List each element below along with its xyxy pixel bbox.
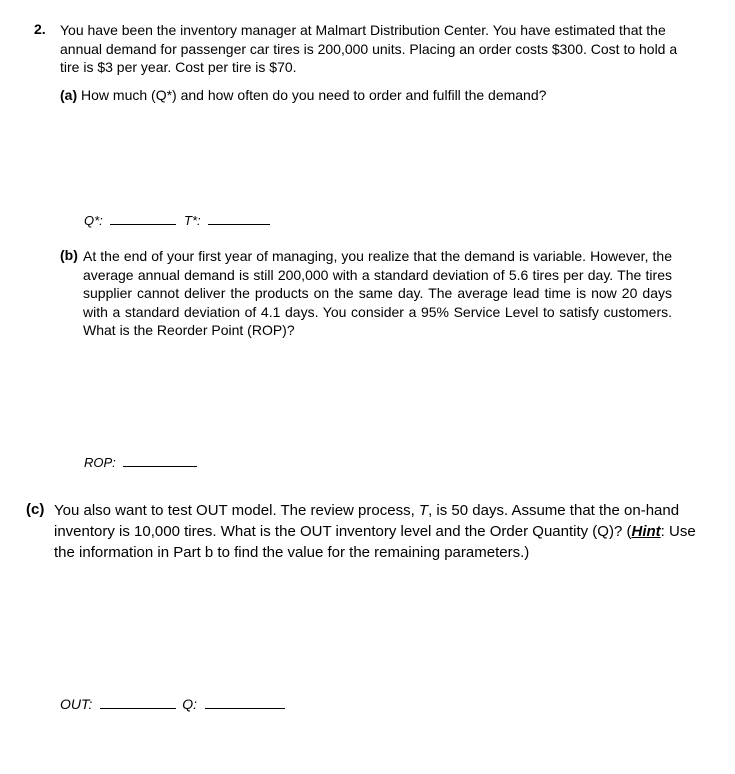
q-star-label: Q*: bbox=[84, 213, 103, 228]
t-star-blank[interactable] bbox=[208, 212, 270, 225]
part-c-text-2: , is 50 days. Assume that the on-hand inventory is 10,000 tires. What is the OUT inventory level and the Order Quantity (Q)? ( bbox=[54, 502, 680, 540]
out-label: OUT: bbox=[60, 696, 93, 712]
part-b-text: At the end of your first year of managing, you realize that the demand is variable. However, the average annual demand is still 200,000 with a standard deviation of 5.6 tires per day. The tires supplier cannot deliver the products on the same day. The average lead time is now 20 days with a standard deviation of 4.1 days. You consider a 95% Service Level to satisfy customers. What is the Reorder Point (ROP)? bbox=[83, 248, 672, 338]
part-a-answer-row bbox=[84, 212, 270, 228]
part-c-text-1: You also want to test OUT model. The review process, bbox=[54, 502, 419, 519]
part-a-text: How much (Q*) and how often do you need to order and fulfill the demand? bbox=[81, 87, 547, 103]
part-a-label: (a) bbox=[60, 87, 78, 103]
q-label: Q: bbox=[182, 696, 197, 712]
part-c-text-3: : Use the information in Part b to find the value for the remaining parameters.) bbox=[54, 523, 696, 561]
rop-blank[interactable] bbox=[123, 454, 197, 467]
rop-label: ROP: bbox=[84, 455, 116, 470]
t-star-label: T*: bbox=[184, 213, 201, 228]
part-c-label: (c) bbox=[26, 501, 45, 518]
part-b-answer-row bbox=[84, 454, 197, 470]
part-c-answer-row bbox=[60, 696, 285, 712]
out-blank[interactable] bbox=[100, 696, 176, 709]
hint-label: Hint bbox=[631, 523, 661, 540]
part-c-text-t: T bbox=[418, 502, 429, 519]
part-b-label: (b) bbox=[60, 247, 78, 263]
q-star-blank[interactable] bbox=[110, 212, 176, 225]
question-number: 2. bbox=[34, 21, 46, 37]
part-c-prompt bbox=[54, 500, 710, 563]
question-intro: You have been the inventory manager at Malmart Distribution Center. You have estimated that the annual demand for passenger car tires is 200,000 units. Placing an order costs $300. Cost to hold a tire is $3 per year. Cost per tire is $70. bbox=[60, 22, 678, 75]
q-blank[interactable] bbox=[205, 696, 285, 709]
part-a-prompt bbox=[60, 86, 680, 105]
